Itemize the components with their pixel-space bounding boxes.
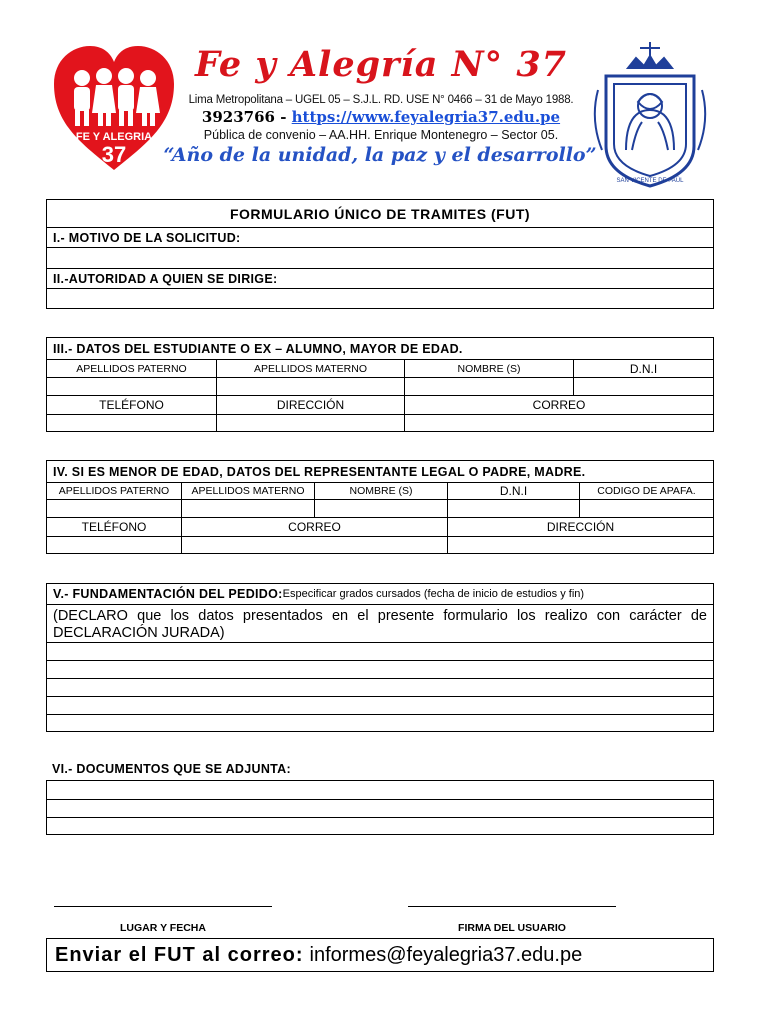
school-url-link[interactable]: https://www.feyalegria37.edu.pe — [291, 108, 561, 126]
section-autoridad-label: II.-AUTORIDAD A QUIEN SE DIRIGE: — [53, 271, 278, 286]
lugar-fecha-label: LUGAR Y FECHA — [120, 922, 206, 934]
school-title: Fe y Alegría N° 37 — [194, 44, 568, 85]
send-fut-box — [46, 938, 714, 972]
form-section-5 — [46, 583, 714, 732]
svg-text:37: 37 — [101, 142, 127, 167]
motivo-input-row[interactable] — [47, 247, 713, 268]
input-nombre[interactable] — [404, 378, 573, 395]
form-section-3 — [46, 337, 714, 432]
logo-right-text: SAN VICENTE DE PAÚL — [616, 178, 684, 184]
lugar-fecha-line[interactable] — [54, 906, 272, 907]
col-apellido-paterno: APELLIDOS PATERNO — [76, 362, 187, 375]
fundamentacion-note: Especificar grados cursados (fecha de inicio de estudios y fin) — [282, 588, 585, 600]
section-fundamentacion-label: V.- FUNDAMENTACIÓN DEL PEDIDO: Especificar grados cursados (fecha de inicio de estudios y fin) — [53, 587, 585, 601]
send-email-link[interactable]: informes@feyalegria37.edu.pe — [309, 943, 583, 966]
input-dni[interactable] — [573, 378, 713, 395]
fe-y-alegria-heart-logo — [52, 44, 176, 172]
fundamentacion-line-3[interactable] — [47, 678, 713, 696]
input-correo[interactable] — [404, 415, 713, 431]
section-representante-label: IV. SI ES MENOR DE EDAD, DATOS DEL REPRESENTANTE LEGAL O PADRE, MADRE. — [53, 464, 586, 479]
fundamentacion-line-1[interactable] — [47, 642, 713, 660]
input-direccion[interactable] — [216, 415, 404, 431]
rep-col-codigo-apafa: CODIGO DE APAFA. — [579, 483, 713, 499]
documentos-line-1[interactable] — [47, 781, 713, 799]
motto: “Año de la unidad, la paz y el desarrollo” — [163, 144, 597, 166]
rep-input-telefono[interactable] — [47, 537, 181, 553]
fundamentacion-line-2[interactable] — [47, 660, 713, 678]
documentos-line-2[interactable] — [47, 799, 713, 817]
rep-col-direccion: DIRECCIÓN — [447, 518, 713, 536]
rep-col-correo: CORREO — [181, 518, 447, 536]
school-address: Lima Metropolitana – UGEL 05 – S.J.L. RD. USE N° 0466 – 31 de Mayo 1988. — [188, 94, 574, 106]
rep-col-nombre: NOMBRE (S) — [314, 483, 447, 499]
col-nombre: NOMBRE (S) — [404, 360, 573, 377]
rep-col-telefono: TELÉFONO — [81, 520, 147, 534]
col-telefono: TELÉFONO — [99, 398, 164, 412]
rep-col-apellido-paterno: APELLIDOS PATERNO — [58, 485, 170, 497]
send-label: Enviar el FUT al correo: — [55, 943, 304, 966]
col-dni: D.N.I — [573, 360, 713, 377]
declaracion-jurada-text: (DECLARO que los datos presentados en el presente formulario los realizo con carácter de DECLARACIÓN JURADA) — [53, 608, 707, 641]
school-contact: 3923766 - https://www.feyalegria37.edu.pe — [201, 108, 561, 126]
school-location: Pública de convenio – AA.HH. Enrique Montenegro – Sector 05. — [203, 128, 559, 142]
fundamentacion-line-5[interactable] — [47, 714, 713, 731]
documentos-line-3[interactable] — [47, 817, 713, 834]
rep-input-apellido-materno[interactable] — [181, 500, 314, 517]
san-vicente-crest-logo — [588, 40, 712, 190]
rep-input-codigo-apafa[interactable] — [579, 500, 713, 517]
school-phone: 3923766 — [201, 108, 275, 126]
firma-line[interactable] — [408, 906, 616, 907]
rep-input-apellido-paterno[interactable] — [47, 500, 181, 517]
section-motivo-label: I.- MOTIVO DE LA SOLICITUD: — [53, 230, 241, 245]
autoridad-input-row[interactable] — [47, 288, 713, 308]
rep-input-correo[interactable] — [181, 537, 447, 553]
col-correo: CORREO — [404, 396, 713, 414]
fundamentacion-line-4[interactable] — [47, 696, 713, 714]
input-apellido-paterno[interactable] — [47, 378, 216, 395]
form-section-6 — [46, 780, 714, 835]
rep-input-direccion[interactable] — [447, 537, 713, 553]
rep-input-dni[interactable] — [447, 500, 579, 517]
logo-left-text: FE Y ALEGRIA — [75, 131, 153, 143]
section-documentos-label: VI.- DOCUMENTOS QUE SE ADJUNTA: — [52, 762, 291, 776]
section-estudiante-label: III.- DATOS DEL ESTUDIANTE O EX – ALUMNO, MAYOR DE EDAD. — [53, 341, 463, 356]
col-direccion: DIRECCIÓN — [216, 396, 404, 414]
firma-label: FIRMA DEL USUARIO — [458, 922, 566, 934]
rep-input-nombre[interactable] — [314, 500, 447, 517]
rep-col-dni: D.N.I — [447, 483, 579, 499]
form-section-4 — [46, 460, 714, 554]
col-apellido-materno: APELLIDOS MATERNO — [216, 360, 404, 377]
rep-col-apellido-materno: APELLIDOS MATERNO — [181, 483, 314, 499]
form-title: FORMULARIO ÚNICO DE TRAMITES (FUT) — [229, 205, 531, 222]
input-telefono[interactable] — [47, 415, 216, 431]
form-section-1 — [46, 199, 714, 309]
input-apellido-materno[interactable] — [216, 378, 404, 395]
